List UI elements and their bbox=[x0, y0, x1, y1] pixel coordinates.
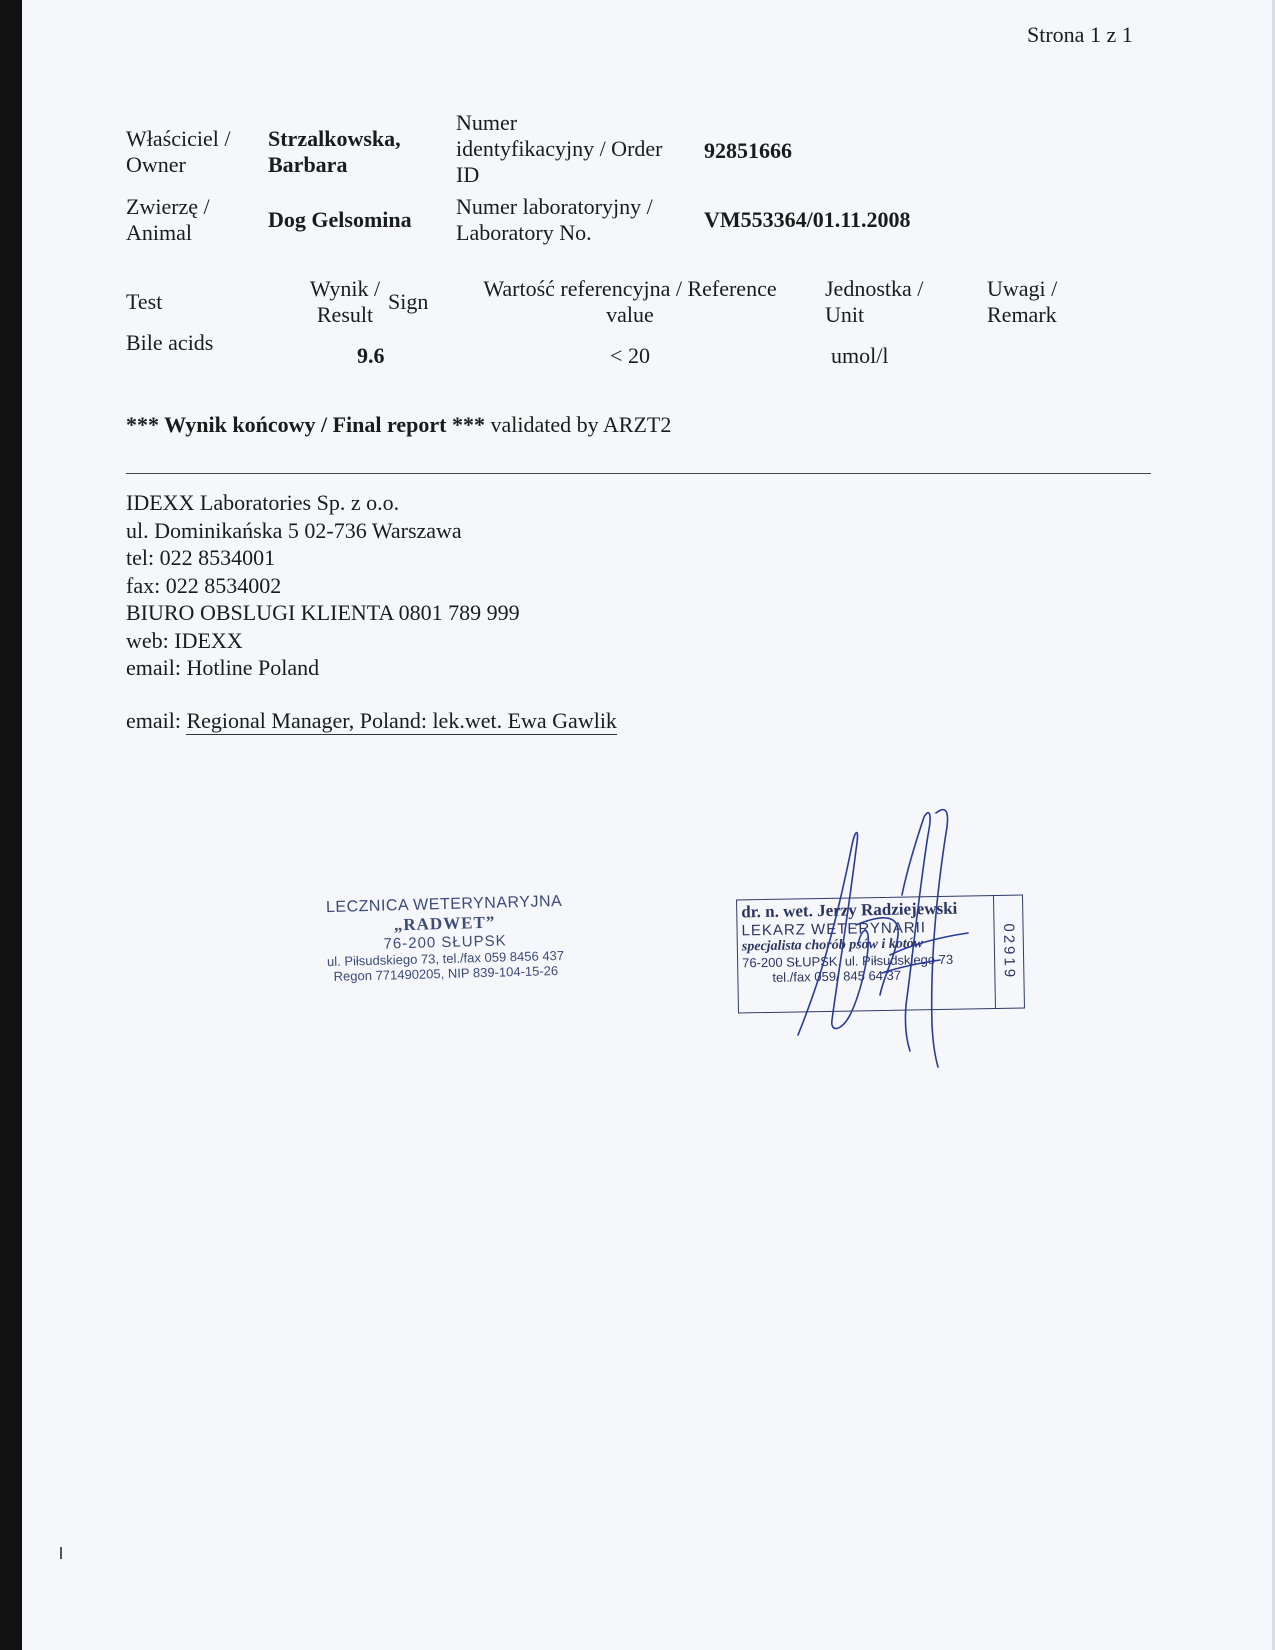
row-reference-value: < 20 bbox=[610, 343, 650, 368]
col-header-result: Wynik / Result bbox=[309, 276, 381, 327]
lab-contact-block bbox=[126, 489, 520, 682]
final-report-label: *** Wynik końcowy / Final report *** bbox=[126, 412, 485, 437]
document-page bbox=[22, 0, 1272, 1650]
animal-value: Dog Gelsomina bbox=[268, 207, 412, 232]
lab-number-value: VM553364/01.11.2008 bbox=[704, 207, 911, 232]
validated-by: validated by ARZT2 bbox=[490, 412, 672, 437]
owner-label: Właściciel / Owner bbox=[126, 126, 231, 177]
order-label: Numer identyfikacyjny / Order ID bbox=[456, 110, 663, 187]
email-manager-link[interactable]: Regional Manager, Poland: lek.wet. Ewa Gawlik bbox=[186, 708, 617, 733]
scan-border bbox=[0, 0, 22, 1650]
divider bbox=[126, 473, 1151, 474]
lab-web: web: IDEXX bbox=[126, 627, 243, 653]
col-header-reference: Wartość referencyjna / Reference value bbox=[483, 276, 777, 327]
col-header-sign: Sign bbox=[388, 289, 429, 314]
lab-name: IDEXX Laboratories Sp. z o.o. bbox=[126, 490, 400, 515]
col-header-remark: Uwagi / Remark bbox=[987, 276, 1058, 327]
doctor-stamp: dr. n. wet. Jerzy Radziejewski LEKARZ WETERYNARII specjalista chorób psów i kotów 76-200 SŁUPSK, ul. Piłsudskiego 73 tel./fax 059/ 845 64 37 02919 bbox=[736, 895, 1025, 1014]
row-unit-value: umol/l bbox=[831, 343, 889, 368]
stamp-reg-number: 02919 bbox=[999, 923, 1018, 981]
lab-address: ul. Dominikańska 5 02-736 Warszawa bbox=[126, 517, 462, 543]
final-report-line bbox=[126, 412, 671, 438]
lab-email-hotline: email: Hotline Poland bbox=[126, 655, 320, 680]
row-result-value: 9.6 bbox=[357, 343, 385, 368]
col-header-test: Test bbox=[126, 289, 163, 314]
col-header-unit: Jednostka / Unit bbox=[825, 276, 924, 327]
web-link[interactable]: IDEXX bbox=[174, 627, 243, 653]
clinic-stamp: LECZNICA WETERYNARYJNA „RADWET” 76-200 SŁUPSK ul. Piłsudskiego 73, tel./fax 059 8456 437 Regon 771490205, NIP 839-104-15-26 bbox=[325, 892, 565, 984]
owner-value: Strzalkowska, Barbara bbox=[268, 126, 401, 177]
lab-number-label: Numer laboratoryjny / Laboratory No. bbox=[456, 194, 653, 245]
lab-customer-service: BIURO OBSLUGI KLIENTA 0801 789 999 bbox=[126, 600, 520, 625]
lab-email-manager: email: Regional Manager, Poland: lek.wet. Ewa Gawlik bbox=[126, 708, 617, 733]
order-id-value: 92851666 bbox=[704, 138, 792, 163]
lab-fax: fax: 022 8534002 bbox=[126, 572, 282, 598]
animal-label: Zwierzę / Animal bbox=[126, 194, 210, 245]
signature bbox=[790, 805, 990, 1075]
lab-phone: tel: 022 8534001 bbox=[126, 545, 276, 570]
scan-mark bbox=[60, 1547, 62, 1559]
page-indicator: Strona 1 z 1 bbox=[1027, 22, 1133, 47]
email-hotline-link[interactable]: Hotline Poland bbox=[186, 655, 320, 680]
row-test-name: Bile acids bbox=[126, 330, 214, 355]
